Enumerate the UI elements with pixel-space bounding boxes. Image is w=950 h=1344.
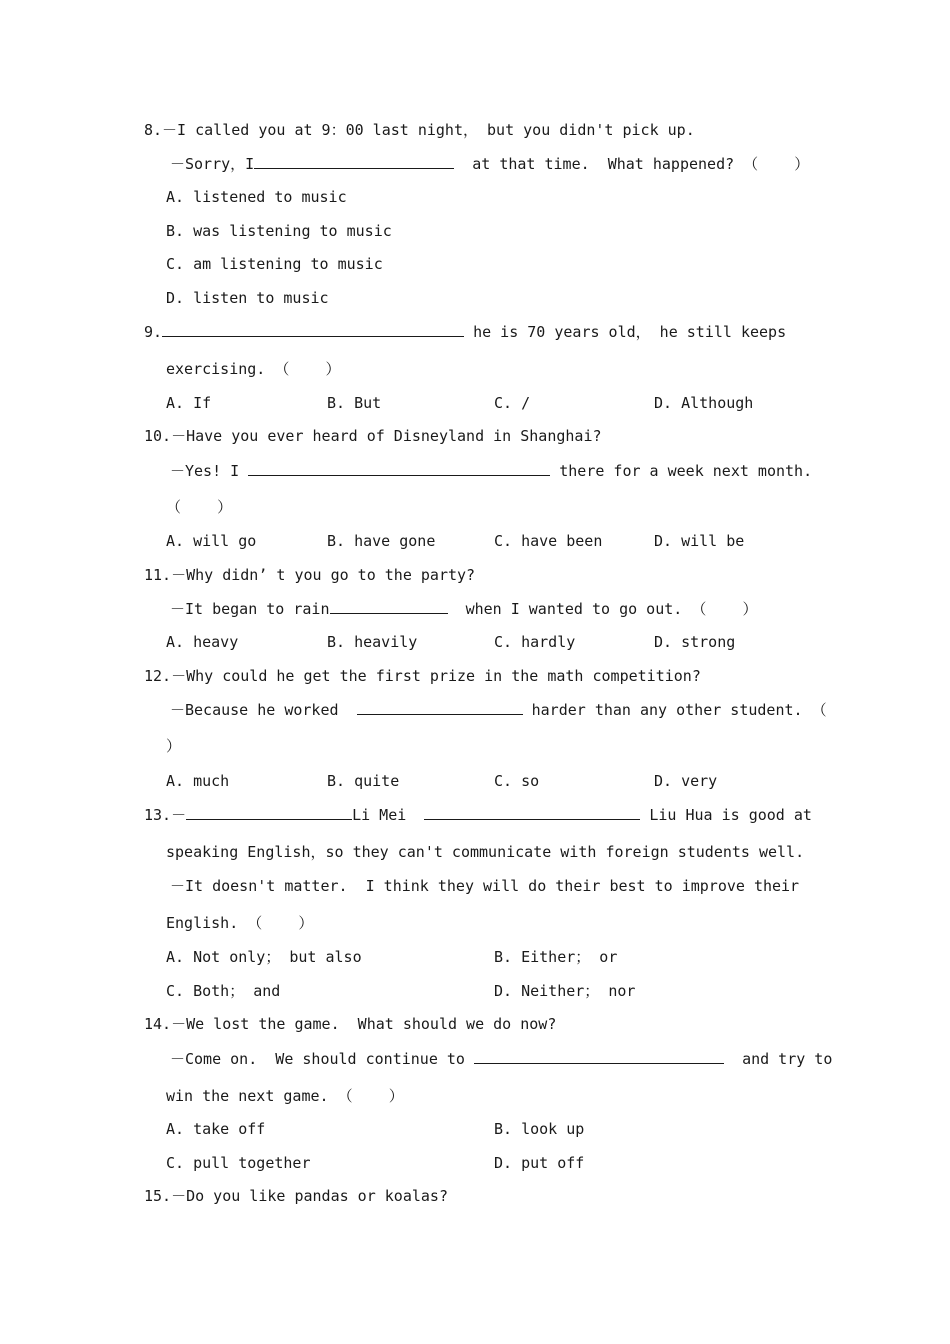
question-10-option-a[interactable]: A. will go	[166, 532, 257, 550]
question-13-option-a[interactable]: A. Not only； but also	[166, 948, 362, 966]
answer-blank[interactable]	[474, 1048, 724, 1064]
question-12-paren-close: ）	[166, 737, 182, 755]
question-13-option-b[interactable]: B. Either； or	[494, 948, 618, 966]
question-14-reply: －Come on. We should continue to and try to	[170, 1050, 833, 1068]
question-9-option-c[interactable]: C. /	[494, 394, 531, 412]
question-11-reply: －It began to rain when I wanted to go out. （ ）	[170, 600, 758, 618]
question-13-stem: 13.－ Li Mei Liu Hua is good at	[144, 806, 812, 824]
answer-blank[interactable]	[248, 460, 550, 476]
answer-blank[interactable]	[162, 321, 464, 337]
question-8-option-a[interactable]: A. listened to music	[166, 188, 347, 206]
question-13-reply: －It doesn't matter. I think they will do their best to improve their	[170, 877, 800, 895]
question-15-stem: 15.－Do you like pandas or koalas?	[144, 1187, 448, 1205]
question-9-stem: 9. he is 70 years old， he still keeps	[144, 323, 787, 341]
question-13-option-d[interactable]: D. Neither； nor	[494, 982, 636, 1000]
question-11-stem: 11.－Why didn’ t you go to the party?	[144, 566, 476, 584]
question-11-option-d[interactable]: D. strong	[654, 633, 736, 651]
question-9-option-a[interactable]: A. If	[166, 394, 212, 412]
answer-blank-2[interactable]	[424, 804, 640, 820]
question-12-option-b[interactable]: B. quite	[327, 772, 400, 790]
question-8-option-c[interactable]: C. am listening to music	[166, 255, 383, 273]
question-10-paren: （ ）	[166, 498, 233, 516]
question-10-reply: －Yes! I there for a week next month.	[170, 462, 813, 480]
question-12-option-c[interactable]: C. so	[494, 772, 540, 790]
question-14-option-a[interactable]: A. take off	[166, 1120, 266, 1138]
question-8-option-d[interactable]: D. listen to music	[166, 289, 329, 307]
question-8-stem: 8.－I called you at 9：00 last night， but you didn't pick up.	[144, 121, 695, 139]
question-13-option-c[interactable]: C. Both； and	[166, 982, 281, 1000]
question-11-option-a[interactable]: A. heavy	[166, 633, 239, 651]
question-9-option-d[interactable]: D. Although	[654, 394, 754, 412]
question-10-option-b[interactable]: B. have gone	[327, 532, 436, 550]
question-13-stem-cont: speaking English，so they can't communicate with foreign students well.	[166, 843, 805, 861]
question-12-reply: －Because he worked harder than any other student. （	[170, 701, 827, 719]
question-8-reply: －Sorry，I at that time. What happened? （ ）	[170, 155, 810, 173]
answer-blank[interactable]	[254, 153, 454, 169]
answer-blank-1[interactable]	[186, 804, 352, 820]
question-14-option-d[interactable]: D. put off	[494, 1154, 585, 1172]
question-12-stem: 12.－Why could he get the first prize in the math competition?	[144, 667, 701, 685]
question-14-reply-cont: win the next game. （ ）	[166, 1087, 404, 1105]
question-12-option-a[interactable]: A. much	[166, 772, 230, 790]
question-14-stem: 14.－We lost the game. What should we do now?	[144, 1015, 557, 1033]
question-8-option-b[interactable]: B. was listening to music	[166, 222, 392, 240]
question-10-option-c[interactable]: C. have been	[494, 532, 603, 550]
question-10-stem: 10.－Have you ever heard of Disneyland in Shanghai?	[144, 427, 602, 445]
question-12-option-d[interactable]: D. very	[654, 772, 718, 790]
question-9-stem-cont: exercising. （ ）	[166, 360, 341, 378]
answer-blank[interactable]	[357, 699, 523, 715]
question-9-option-b[interactable]: B. But	[327, 394, 382, 412]
question-14-option-c[interactable]: C. pull together	[166, 1154, 311, 1172]
question-13-reply-cont: English. （ ）	[166, 914, 314, 932]
question-11-option-c[interactable]: C. hardly	[494, 633, 576, 651]
question-14-option-b[interactable]: B. look up	[494, 1120, 585, 1138]
question-10-option-d[interactable]: D. will be	[654, 532, 745, 550]
question-11-option-b[interactable]: B. heavily	[327, 633, 418, 651]
answer-blank[interactable]	[330, 598, 448, 614]
